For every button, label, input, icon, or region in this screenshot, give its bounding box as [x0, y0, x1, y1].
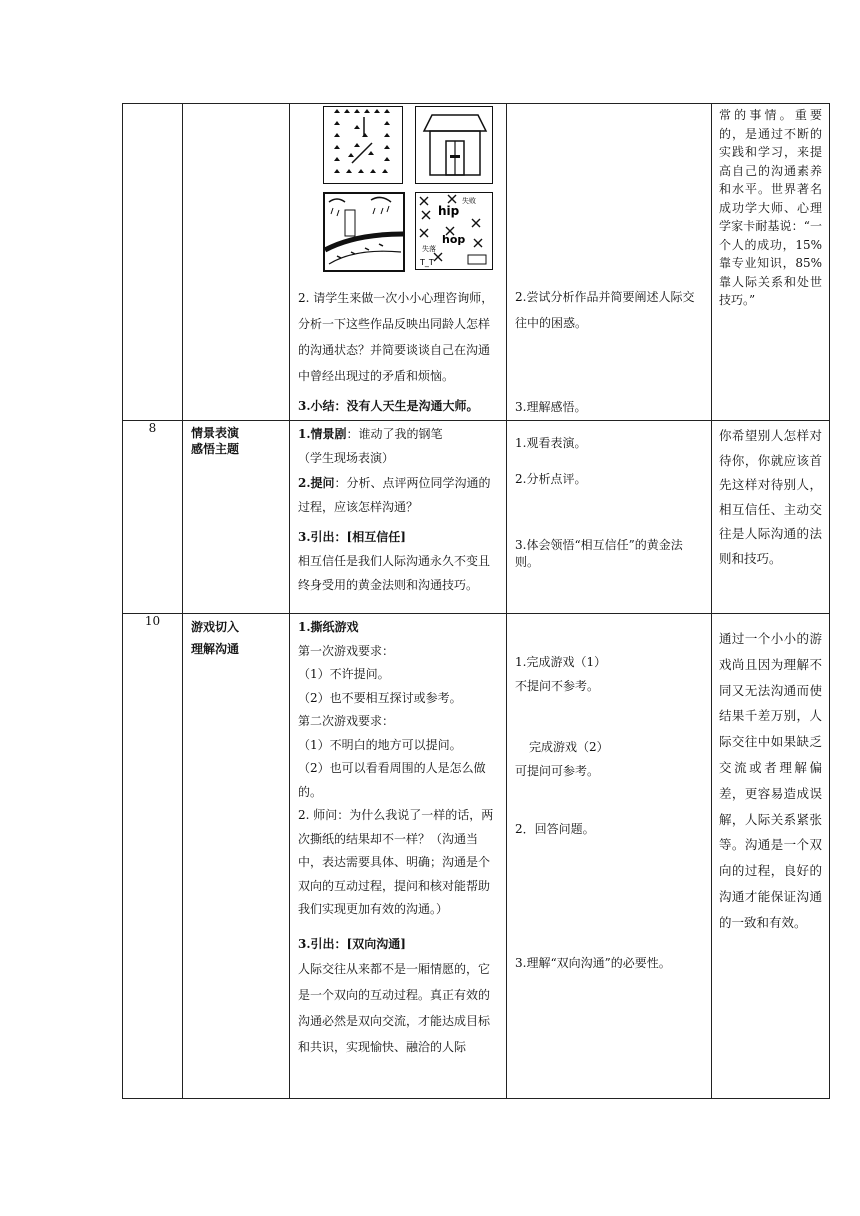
game-req-item: （2）也不要相互探讨或参考。 — [298, 690, 462, 705]
minutes-value: 10 — [144, 614, 161, 628]
activity-item: 2.分析点评。 — [515, 472, 587, 486]
game-title: 1.撕纸游戏 — [298, 620, 359, 634]
stage-cell — [183, 421, 290, 614]
stage-cell — [183, 104, 290, 421]
skit-line — [290, 421, 506, 446]
stage-cell — [183, 614, 290, 1099]
lead-label: 3.引出：[相互信任] — [298, 530, 406, 544]
word-hip: hip — [438, 204, 460, 218]
word-crying: T_T — [420, 258, 434, 267]
note-cell — [712, 614, 830, 1099]
minutes-cell — [123, 104, 183, 421]
rainy-landscape-drawing-icon — [323, 192, 405, 272]
activity-cell — [507, 421, 712, 614]
lead-text: 人际交往从来都不是一厢情愿的，它是一个双向的互动过程。真正有效的沟通必然是双向交流，才能达成目标和共识，实现愉快、融洽的人际 — [298, 961, 491, 1054]
house-with-door-drawing-icon — [415, 106, 493, 184]
activity-cell — [507, 104, 712, 421]
word-lost: 失落 — [422, 245, 436, 253]
skit-title: ：谁动了我的钢笔 — [346, 427, 443, 441]
table-row — [123, 421, 830, 614]
activity-item: 3.体会领悟“相互信任”的黄金法则。 — [515, 538, 683, 569]
activity-item: 完成游戏（2） — [529, 740, 609, 754]
note-cell — [712, 421, 830, 614]
teacher-question: 2. 师问：为什么我说了一样的话，两次撕纸的结果却不一样？（沟通当中，表达需要具体、明确；沟通是个双向的互动过程，提问和核对能帮助我们实现更加有效的沟通。） — [298, 808, 494, 916]
game-req-item: （1）不明白的地方可以提问。 — [298, 737, 462, 752]
stage-label: 感悟主题 — [191, 442, 240, 456]
word-hop: hop — [442, 233, 466, 246]
note-text: 你希望别人怎样对待你，你就应该首先这样对待别人，相互信任、主动交往是人际沟通的法则和技巧。 — [719, 428, 822, 566]
stage-label: 游戏切入 — [191, 620, 240, 634]
ask-text: ：分析、点评两位同学沟通的过程，应该怎样沟通？ — [298, 476, 491, 514]
table-row — [123, 614, 830, 1099]
summary-text: 3.小结：没有人天生是沟通大师。 — [298, 399, 479, 413]
lead-text: 相互信任是我们人际沟通永久不变且终身受用的黄金法则和沟通技巧。 — [298, 554, 491, 592]
lead-label: 3.引出：[双向沟通] — [298, 936, 406, 951]
activity-item: 2.尝试分析作品并简要阐述人际交往中的困惑。 — [515, 290, 695, 330]
activity-item: 可提问可参考。 — [515, 764, 600, 778]
stage-label: 理解沟通 — [191, 642, 240, 656]
student-drawings — [290, 104, 506, 274]
content-cell — [290, 614, 507, 1099]
game-req: 第一次游戏要求： — [298, 643, 395, 658]
minutes-cell — [123, 614, 183, 1099]
note-text: 通过一个小小的游戏尚且因为理解不同又无法沟通而使结果千差万别，人际交往中如果缺乏交流或者理解偏差，更容易造成误解，人际关系紧张等。沟通是一个双向的过程，良好的沟通才能保证沟通的一致和有效。 — [719, 631, 822, 930]
note-cell — [712, 104, 830, 421]
activity-item: 3.理解“双向沟通”的必要性。 — [515, 956, 671, 970]
word-failure: 失败 — [462, 197, 476, 205]
game-req-item: （2）也可以看看周围的人是怎么做的。 — [298, 761, 486, 799]
tree-figure-drawing-icon — [323, 106, 403, 184]
skit-label: 1.情景剧 — [298, 427, 347, 441]
activity-item: 2．回答问题。 — [515, 822, 595, 836]
activity-item: 不提问不参考。 — [515, 679, 600, 693]
question-text: 2. 请学生来做一次小小心理咨询师，分析一下这些作品反映出同龄人怎样的沟通状态？并简要谈谈自己在沟通中曾经出现过的矛盾和烦恼。 — [298, 291, 494, 383]
skit-note: （学生现场表演） — [298, 451, 395, 465]
minutes-value: 8 — [148, 421, 157, 435]
game-req: 第二次游戏要求： — [298, 714, 395, 728]
table-row — [123, 104, 830, 421]
minutes-cell — [123, 421, 183, 614]
stage-label: 情景表演 — [191, 426, 240, 440]
content-cell — [290, 104, 507, 421]
ask-line — [290, 471, 506, 519]
activity-item: 3.理解感悟。 — [515, 400, 587, 414]
note-text: 常的事情。重要的，是通过不断的实践和学习，来提高自己的沟通素养和水平。世界著名成功学大师、心理学家卡耐基说：“一个人的成功，15%靠专业知识，85%靠人际关系和处世技巧。” — [719, 108, 822, 307]
crossed-words-drawing-icon — [415, 192, 493, 270]
lesson-plan-table — [122, 103, 830, 1099]
content-cell — [290, 421, 507, 614]
activity-item: 1.观看表演。 — [515, 436, 587, 450]
activity-cell — [507, 614, 712, 1099]
ask-label: 2.提问 — [298, 476, 335, 490]
game-req-item: （1）不许提问。 — [298, 667, 390, 681]
activity-item: 1.完成游戏（1） — [515, 655, 607, 669]
